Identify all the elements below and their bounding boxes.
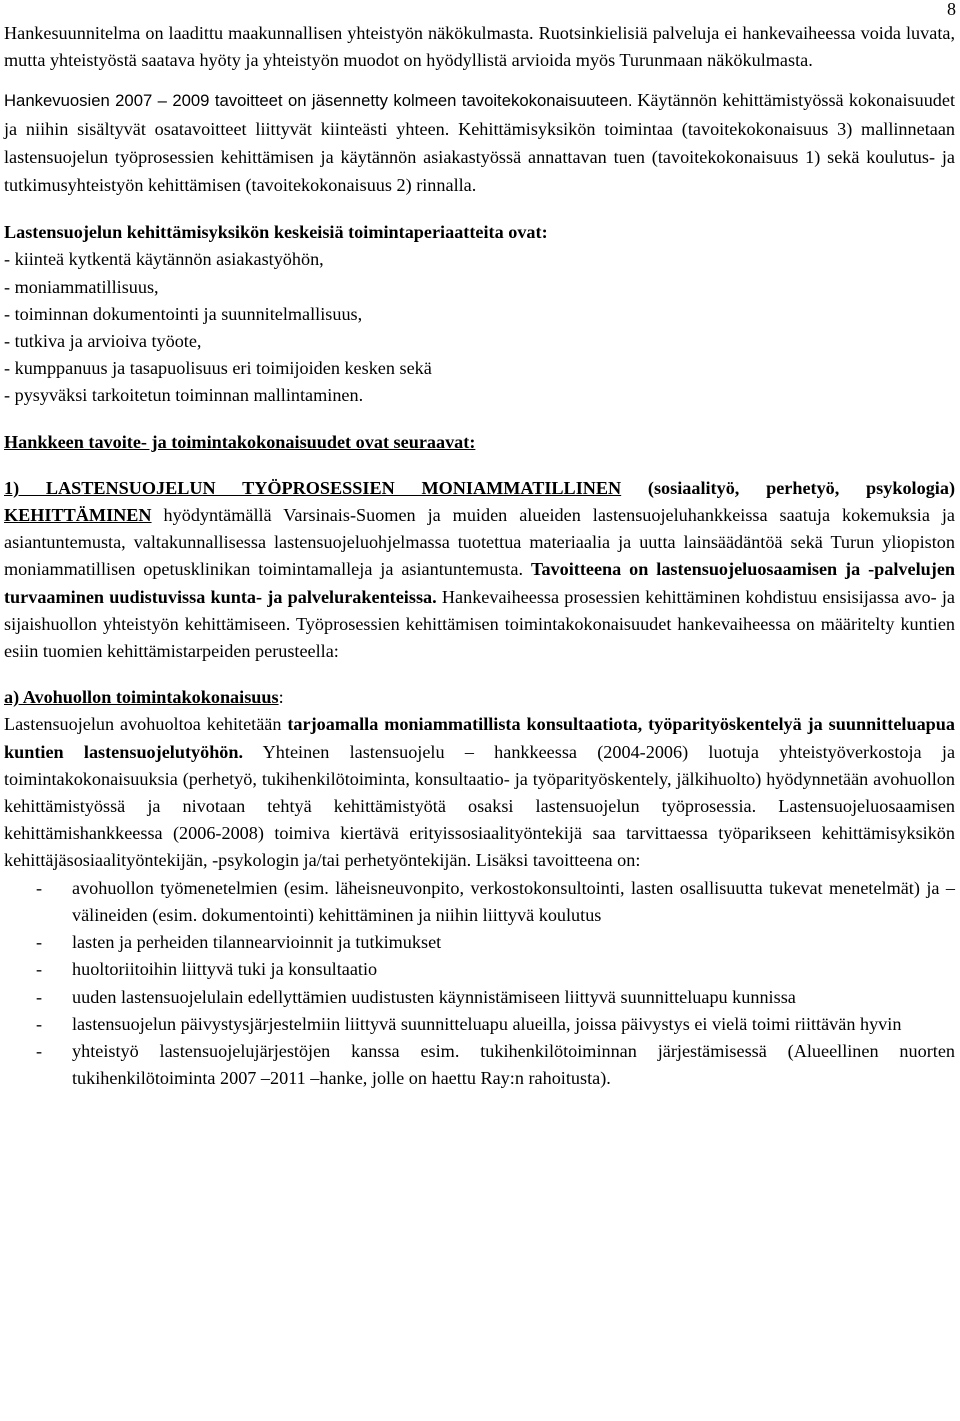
goal-item: - avohuollon työmenetelmien (esim. läheisneuvonpito, verkostokonsultointi, lasten osallisuutta tukevat menetelmät) ja –välineiden (esim. dokumentointi) kehittäminen ja niihin liittyvä koulutus [4,875,955,929]
goal-item: - uuden lastensuojelulain edellyttämien uudistusten käynnistämiseen liittyvä suunnitteluapu kunnissa [4,984,955,1011]
dash-marker: - [36,1013,43,1034]
principle-item: - pysyväksi tarkoitetun toiminnan mallintaminen. [4,385,364,406]
section1-body: hyödyntämällä Varsinais-Suomen ja muiden alueiden lastensuojeluhankkeissa saatuja kokemuksia ja asiantuntemusta, valtakunnallisessa lastensuojeluohjelmassa tuotettua materiaalia ja uutta lainsäädäntöä sekä Turun yliopiston moniammatillisen opetusklinikan toimintamalleja ja asiantuntemusta. [4,505,955,580]
section1-paragraph [4,475,955,665]
subsection-a-title: a) Avohuollon toimintakokonaisuus [4,687,279,708]
section1-title-end: KEHITTÄMINEN [4,505,152,526]
principle-item: - tutkiva ja arvioiva työote, [4,331,202,352]
goals-list [4,875,955,1093]
subsection-a-heading [4,684,955,711]
section1-title-rest: (sosiaalityö, perhetyö, psykologia) [647,477,955,498]
document-body [4,20,955,1092]
goal-item: - lastensuojelun päivystysjärjestelmiin liittyvä suunnitteluapu alueilla, joissa päivystys ei vielä toimi riittävän hyvin [4,1011,955,1038]
subsection-a-text: Lastensuojelun avohuoltoa kehitetään [4,714,282,735]
entities-heading-text: Hankkeen tavoite- ja toimintakokonaisuudet ovat seuraavat: [4,431,476,452]
goal-item: - huoltoriitoihin liittyvä tuki ja konsultaatio [4,956,955,983]
section1-goal: Tavoitteena on lastensuojeluosaamisen ja -palvelujen turvaaminen uudistuvissa kunta- ja palvelurakenteissa. [4,559,956,607]
intro-paragraph: Hankesuunnitelma on laadittu maakunnallisen yhteistyön näkökulmasta. Ruotsinkielisiä palveluja ei hankevaiheessa voida luvata, mutta yhteistyöstä saatava hyöty ja yhteistyön muodot on hyödyllistä arvioida myös Turunmaan näkökulmasta. [4,23,955,71]
page-number: 8 [947,0,956,19]
subsection-a-colon: : [278,687,284,708]
subsection-a-paragraph [4,711,955,874]
principles-heading [4,219,955,246]
dash-marker: - [36,877,43,898]
goal-item: - yhteistyö lastensuojelujärjestöjen kanssa esim. tukihenkilötoiminnan järjestämisessä (Alueellinen nuorten tukihenkilötoiminta 2007 –2011 –hanke, jolle on haettu Ray:n rahoitusta). [4,1038,955,1092]
goal-item: - lasten ja perheiden tilannearvioinnit ja tutkimukset [4,929,955,956]
principles-heading-text: Lastensuojelun kehittämisyksikön keskeisiä toimintaperiaatteita ovat: [4,222,548,243]
dash-marker: - [36,959,43,980]
section1-title: 1) LASTENSUOJELUN TYÖPROSESSIEN MONIAMMATILLINEN [4,477,622,498]
entities-heading [4,429,955,456]
subsection-a-bold: tarjoamalla moniammatillista konsultaatiota, työparityöskentelyä ja suunnitteluapua kuntien lastensuojelutyöhön. [4,714,956,762]
goals-paragraph [4,87,955,200]
subsection-a-text-2: Yhteinen lastensuojelu – hankkeessa (2004-2006) luotuja yhteistyöverkostoja ja toimintakokonaisuuksia (perhetyö, tukihenkilötoiminta, konsultaatio- ja työparityöskentely, jälkihuolto) hyödynnetään avohuollon kehittämistyössä ja nivotaan tehtyä kehittämistyötä osaksi lastensuojelun työprosessia. Lastensuojeluosaamisen kehittämishankkeessa (2006-2008) toimiva kiertävä erityissosiaalityöntekijä saa tarvittaessa työparikseen kehittämisyksikön kehittäjäsosiaalityöntekijän, -psykologin ja/tai perhetyöntekijän. Lisäksi tavoitteena on: [4,741,956,871]
goals-sans-text: Hankevuosien 2007 – 2009 tavoitteet on jäsennetty kolmeen tavoitekokonaisuuteen. [4,91,633,111]
goals-serif-text: Käytännön kehittämistyössä kokonaisuudet ja niihin sisältyvät osatavoitteet liittyvät kiinteästi yhteen. Kehittämisyksikön toimintaa (tavoitekokonaisuus 3) mallinnetaan lastensuojelun työprosessien kehittämisen ja käytännön asiakastyössä annattavan tuen (tavoitekokonaisuus 1) sekä koulutus- ja tutkimusyhteistyön kehittämisen (tavoitekokonaisuus 2) rinnalla. [4,90,956,196]
dash-marker: - [36,932,43,953]
principle-item: - toiminnan dokumentointi ja suunnitelmallisuus, [4,303,363,324]
principles-list [4,246,955,409]
section1-body-2: Hankevaiheessa prosessien kehittäminen kohdistuu ensisijassa avo- ja sijaishuollon yhteistyön kehittämiseen. Työprosessien kehittämisen toimintakokonaisuudet hankevaiheessa on määritelty kuntien esiin tuomien kehittämistarpeiden perusteella: [4,586,955,662]
dash-marker: - [36,986,43,1007]
principle-item: - kumppanuus ja tasapuolisuus eri toimijoiden kesken sekä [4,358,432,379]
principle-item: - kiinteä kytkentä käytännön asiakastyöhön, [4,249,324,270]
dash-marker: - [36,1040,43,1061]
principle-item: - moniammatillisuus, [4,276,159,297]
